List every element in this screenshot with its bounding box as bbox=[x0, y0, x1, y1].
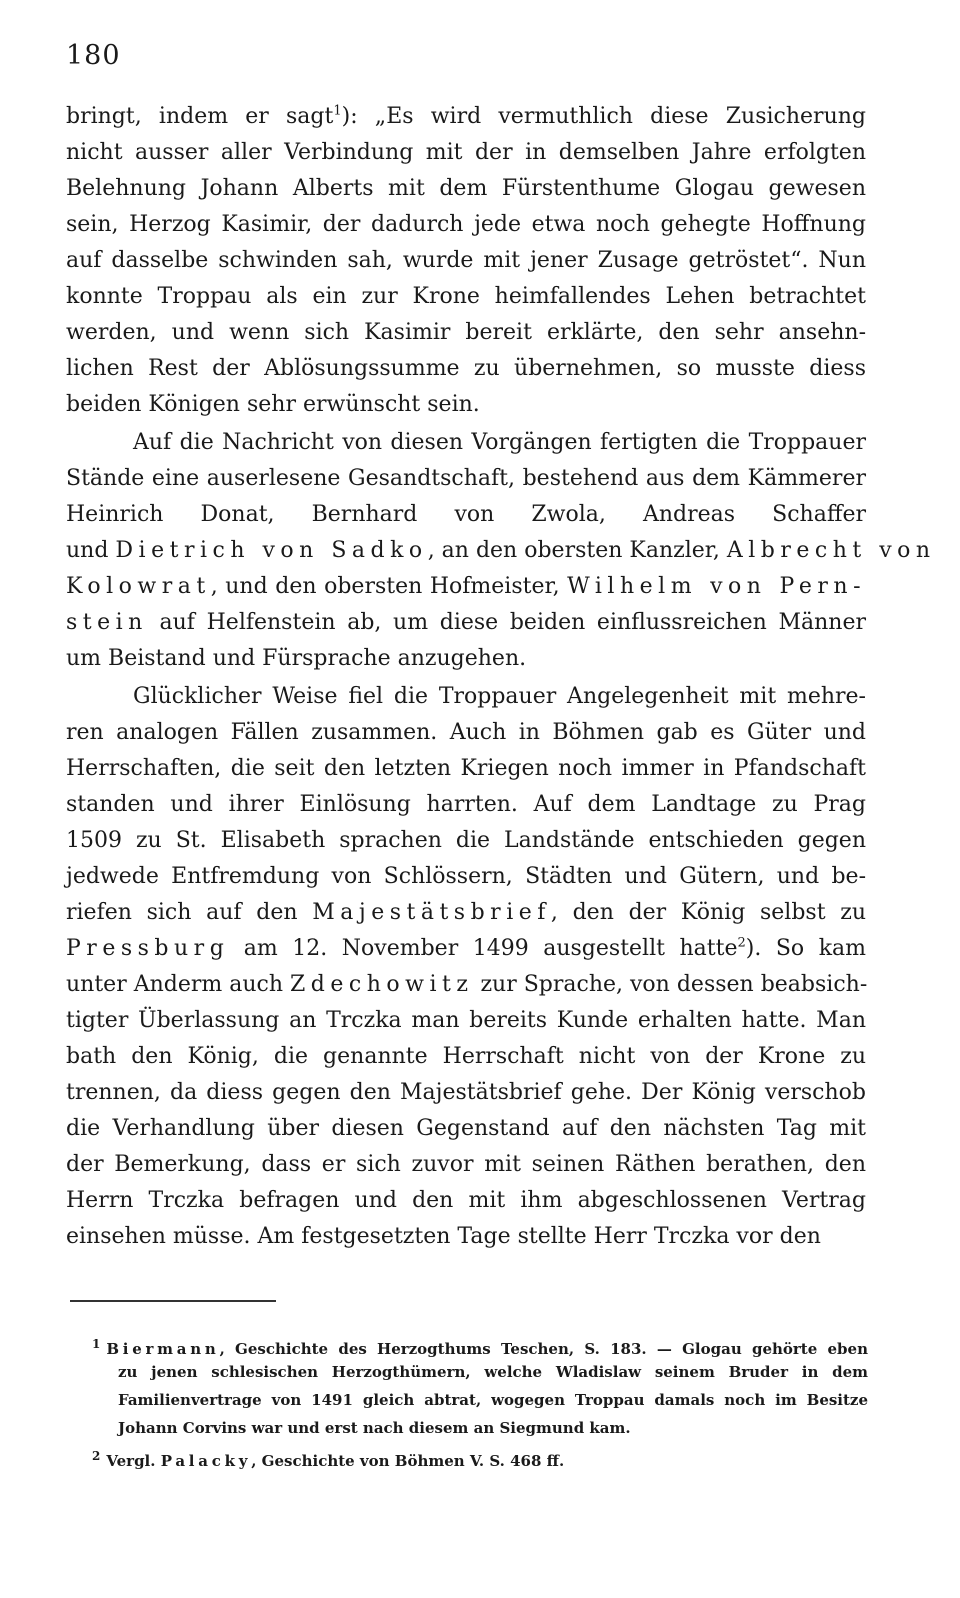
text-line bbox=[66, 936, 866, 962]
text-run: 1509 zu St. Elisabeth sprachen die Landstände entschieden gegen bbox=[66, 828, 866, 853]
text-run: zu jenen schlesischen Herzogthümern, welche Wladislaw seinem Bruder in dem bbox=[118, 1363, 868, 1381]
footnote-line bbox=[92, 1446, 868, 1471]
text-line bbox=[66, 610, 866, 636]
text-line bbox=[66, 284, 866, 310]
text-line bbox=[66, 828, 866, 854]
text-run: auf Helfenstein ab, um diese beiden einflussreichen Männer bbox=[147, 610, 866, 635]
spaced-name: Palacky bbox=[160, 1452, 252, 1470]
spaced-name: stein bbox=[66, 610, 148, 635]
text-run: am 12. November 1499 ausgestellt hatte bbox=[229, 936, 738, 961]
text-line bbox=[66, 502, 866, 528]
spaced-name: Zdechowitz bbox=[290, 972, 474, 997]
spaced-name: Kolowrat bbox=[66, 574, 211, 599]
text-run: bringt, indem er sagt bbox=[66, 104, 334, 129]
text-run: tigter Überlassung an Trczka man bereits Kunde erhalten hatte. Man bbox=[66, 1008, 866, 1033]
text-run: Familienvertrage von 1491 gleich abtrat, wogegen Troppau damals noch im Besitze bbox=[118, 1391, 868, 1409]
footnote-mark: 2 bbox=[92, 1449, 101, 1463]
text-line bbox=[66, 574, 866, 600]
text-run: und bbox=[66, 538, 109, 563]
text-line bbox=[133, 430, 866, 456]
text-line bbox=[66, 792, 866, 818]
text-run: sein, Herzog Kasimir, der dadurch jede etwa noch gehegte Hoffnung bbox=[66, 212, 866, 237]
text-line bbox=[66, 392, 866, 418]
text-line bbox=[66, 1224, 866, 1250]
text-run: , den der König selbst zu bbox=[550, 900, 866, 925]
text-run: um Beistand und Fürsprache anzugehen. bbox=[66, 646, 527, 671]
spaced-name: Pressburg bbox=[66, 936, 230, 961]
text-run: der Bemerkung, dass er sich zuvor mit seinen Räthen berathen, den bbox=[66, 1152, 866, 1177]
text-run: lichen Rest der Ablösungssumme zu übernehmen, so musste diess bbox=[66, 356, 866, 381]
footnote-ref: 2 bbox=[737, 935, 746, 951]
text-run: werden, und wenn sich Kasimir bereit erklärte, den sehr ansehn- bbox=[66, 320, 866, 345]
text-run: ). So kam bbox=[745, 936, 866, 961]
text-run: , Geschichte von Böhmen V. S. 468 ff. bbox=[251, 1452, 565, 1470]
text-run: jedwede Entfremdung von Schlössern, Städten und Gütern, und be- bbox=[66, 864, 866, 889]
text-run: die Verhandlung über diesen Gegenstand auf den nächsten Tag mit bbox=[66, 1116, 866, 1141]
text-run: Glücklicher Weise fiel die Troppauer Angelegenheit mit mehre- bbox=[133, 684, 866, 709]
text-run: auf dasselbe schwinden sah, wurde mit jener Zusage getröstet“. Nun bbox=[66, 248, 866, 273]
text-line bbox=[66, 140, 866, 166]
spaced-name: Albrecht von bbox=[726, 538, 936, 563]
text-line bbox=[66, 900, 866, 926]
text-run: nicht ausser aller Verbindung mit der in demselben Jahre erfolgten bbox=[66, 140, 866, 165]
text-line bbox=[66, 864, 866, 890]
text-run: , und den obersten Hofmeister, bbox=[210, 574, 560, 599]
text-run: beiden Königen sehr erwünscht sein. bbox=[66, 392, 480, 417]
spaced-name: Biermann bbox=[106, 1340, 220, 1358]
spaced-name: Majestätsbrief bbox=[312, 900, 551, 925]
text-line bbox=[66, 972, 866, 998]
text-line bbox=[66, 248, 866, 274]
footnote-mark: 1 bbox=[92, 1337, 101, 1351]
text-run: Auf die Nachricht von diesen Vorgängen fertigten die Troppauer bbox=[133, 430, 866, 455]
text-line bbox=[66, 104, 866, 130]
text-run: Herrschaften, die seit den letzten Kriegen noch immer in Pfandschaft bbox=[66, 756, 866, 781]
text-line bbox=[66, 356, 866, 382]
text-run: zur Sprache, von dessen beabsich- bbox=[473, 972, 868, 997]
footnote-line bbox=[118, 1390, 868, 1410]
text-run: ): „Es wird vermuthlich diese Zusicherung bbox=[341, 104, 866, 129]
text-run: bath den König, die genannte Herrschaft nicht von der Krone zu bbox=[66, 1044, 866, 1069]
text-line bbox=[66, 176, 866, 202]
text-run: Belehnung Johann Alberts mit dem Fürstenthume Glogau gewesen bbox=[66, 176, 866, 201]
text-run: Herrn Trczka befragen und den mit ihm abgeschlossenen Vertrag bbox=[66, 1188, 866, 1213]
text-run: Johann Corvins war und erst nach diesem an Siegmund kam. bbox=[118, 1419, 631, 1437]
text-run: trennen, da diess gegen den Majestätsbrief gehe. Der König verschob bbox=[66, 1080, 866, 1105]
text-run: unter Anderm auch bbox=[66, 972, 284, 997]
footnote-line bbox=[92, 1334, 868, 1359]
text-run: , an den obersten Kanzler, bbox=[427, 538, 720, 563]
text-run: einsehen müsse. Am festgesetzten Tage stellte Herr Trczka vor den bbox=[66, 1224, 821, 1249]
spaced-name: Wilhelm von Pern- bbox=[567, 574, 866, 599]
text-line bbox=[66, 1008, 866, 1034]
text-line bbox=[66, 1044, 866, 1070]
text-line bbox=[66, 1152, 866, 1178]
text-run: , Geschichte des Herzogthums Teschen, S. 183. — Glogau gehörte eben bbox=[219, 1340, 868, 1358]
text-line bbox=[66, 538, 936, 564]
text-line bbox=[66, 320, 866, 346]
text-run: standen und ihrer Einlösung harrten. Auf dem Landtage zu Prag bbox=[66, 792, 866, 817]
spaced-name: Dietrich von Sadko bbox=[115, 538, 428, 563]
footnote-line bbox=[118, 1362, 868, 1382]
text-run: konnte Troppau als ein zur Krone heimfallendes Lehen betrachtet bbox=[66, 284, 866, 309]
text-line bbox=[66, 646, 866, 672]
page-number: 180 bbox=[66, 40, 121, 71]
text-run: Stände eine auserlesene Gesandtschaft, bestehend aus dem Kämmerer bbox=[66, 466, 866, 491]
text-line bbox=[66, 212, 866, 238]
text-line bbox=[66, 756, 866, 782]
text-line bbox=[66, 720, 866, 746]
footnote-ref: 1 bbox=[333, 103, 342, 119]
footnote-line bbox=[118, 1418, 868, 1438]
footnote-rule bbox=[70, 1300, 276, 1302]
text-line bbox=[66, 466, 866, 492]
text-run: riefen sich auf den bbox=[66, 900, 298, 925]
text-line bbox=[133, 684, 866, 710]
text-run: ren analogen Fällen zusammen. Auch in Böhmen gab es Güter und bbox=[66, 720, 866, 745]
text-line bbox=[66, 1188, 866, 1214]
text-line bbox=[66, 1080, 866, 1106]
text-run: Heinrich Donat, Bernhard von Zwola, Andreas Schaffer bbox=[66, 502, 866, 527]
text-line bbox=[66, 1116, 866, 1142]
text-run: Vergl. bbox=[106, 1452, 161, 1470]
